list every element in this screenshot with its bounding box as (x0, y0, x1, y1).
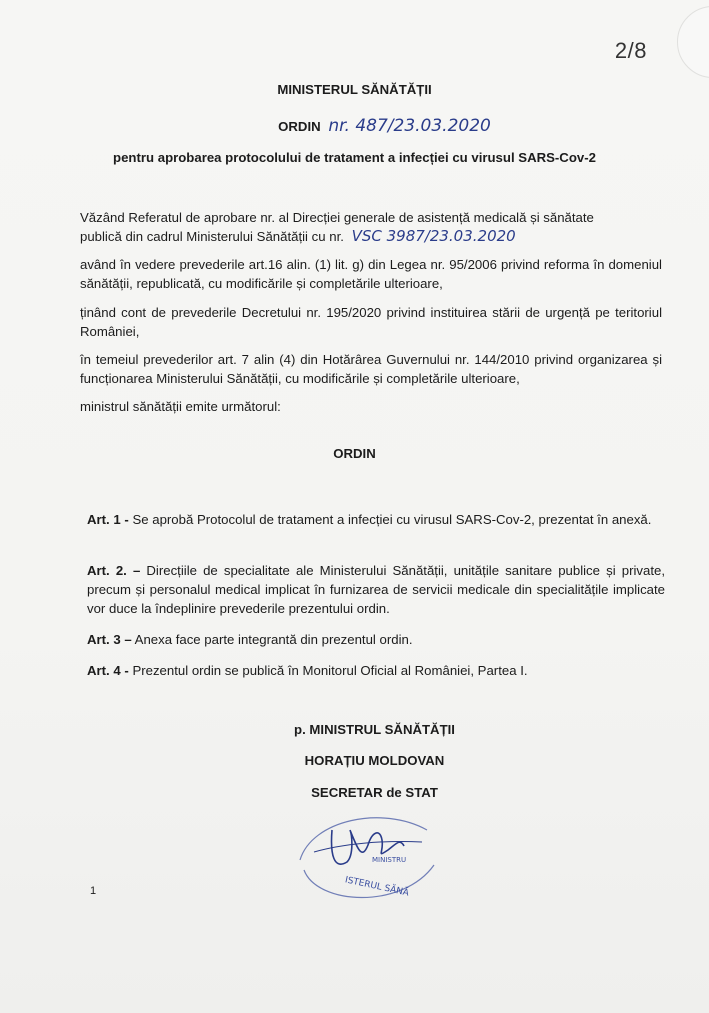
order-title: ORDIN (333, 446, 376, 461)
order-subject: pentru aprobarea protocolului de tratament a infecției cu virusul SARS-Cov-2 (113, 150, 596, 165)
preamble-line-1: Văzând Referatul de aprobare nr. al Direcției generale de asistență medicală și sănătate (80, 210, 594, 225)
article-text: Anexa face parte integrantă din prezentul ordin. (134, 632, 413, 647)
preamble-line-2-text: publică din cadrul Ministerului Sănătății cu nr. (80, 229, 344, 244)
ministry-heading: MINISTERUL SĂNĂTĂȚII (277, 82, 432, 97)
article-3 (87, 630, 665, 649)
article-2 (87, 561, 665, 618)
order-number-handwritten: nr. 487/23.03.2020 (328, 116, 491, 136)
referat-number-handwritten: VSC 3987/23.03.2020 (351, 227, 516, 245)
order-heading (0, 116, 709, 136)
article-label: Art. 2. – (87, 563, 141, 578)
signature-title: p. MINISTRUL SĂNĂTĂȚII (294, 722, 455, 737)
stamp-text-bottom: ISTERUL SĂNĂ (343, 875, 410, 899)
article-text: Se aprobă Protocolul de tratament a infecției cu virusul SARS-Cov-2, prezentat în anexă. (132, 512, 652, 527)
preamble-hotarare: în temeiul prevederilor art. 7 alin (4) din Hotărârea Guvernului nr. 144/2010 privind organizarea și funcționarea Ministerului Sănătății, cu modificările și completările ulterioare, (80, 352, 662, 386)
official-stamp-signature (292, 800, 442, 910)
page-corner-decoration (677, 6, 709, 78)
article-label: Art. 1 - (87, 512, 129, 527)
signature-role: SECRETAR de STAT (311, 785, 438, 800)
preamble-decret: ținând cont de prevederile Decretului nr. 195/2020 privind instituirea stării de urgență pe teritoriul României, (80, 305, 662, 339)
stamp-text-top: MINISTRU (372, 856, 407, 864)
order-label: ORDIN (278, 119, 321, 134)
page-counter: 2/8 (614, 38, 647, 63)
article-label: Art. 3 – (87, 632, 132, 647)
article-4 (87, 661, 665, 680)
footer-page-number: 1 (90, 885, 97, 897)
signature-name: HORAȚIU MOLDOVAN (304, 753, 445, 768)
preamble-emite: ministrul sănătății emite următorul: (80, 399, 281, 414)
preamble-legea: având în vedere prevederile art.16 alin. (1) lit. g) din Legea nr. 95/2006 privind reforma în domeniul sănătății, republicată, cu modificările și completările ulterioare, (80, 257, 662, 291)
article-label: Art. 4 - (87, 663, 129, 678)
article-text: Direcțiile de specialitate ale Ministerului Sănătății, unitățile sanitare publice și private, precum și personalul medical implicat în furnizarea de servicii medicale din specialitățile implicate vor duce la îndeplinire prevederile prezentului ordin. (87, 563, 665, 616)
article-text: Prezentul ordin se publică în Monitorul Oficial al României, Partea I. (132, 663, 528, 678)
preamble-line-2 (80, 227, 662, 246)
preamble-referat (80, 208, 662, 246)
article-1 (87, 510, 665, 529)
